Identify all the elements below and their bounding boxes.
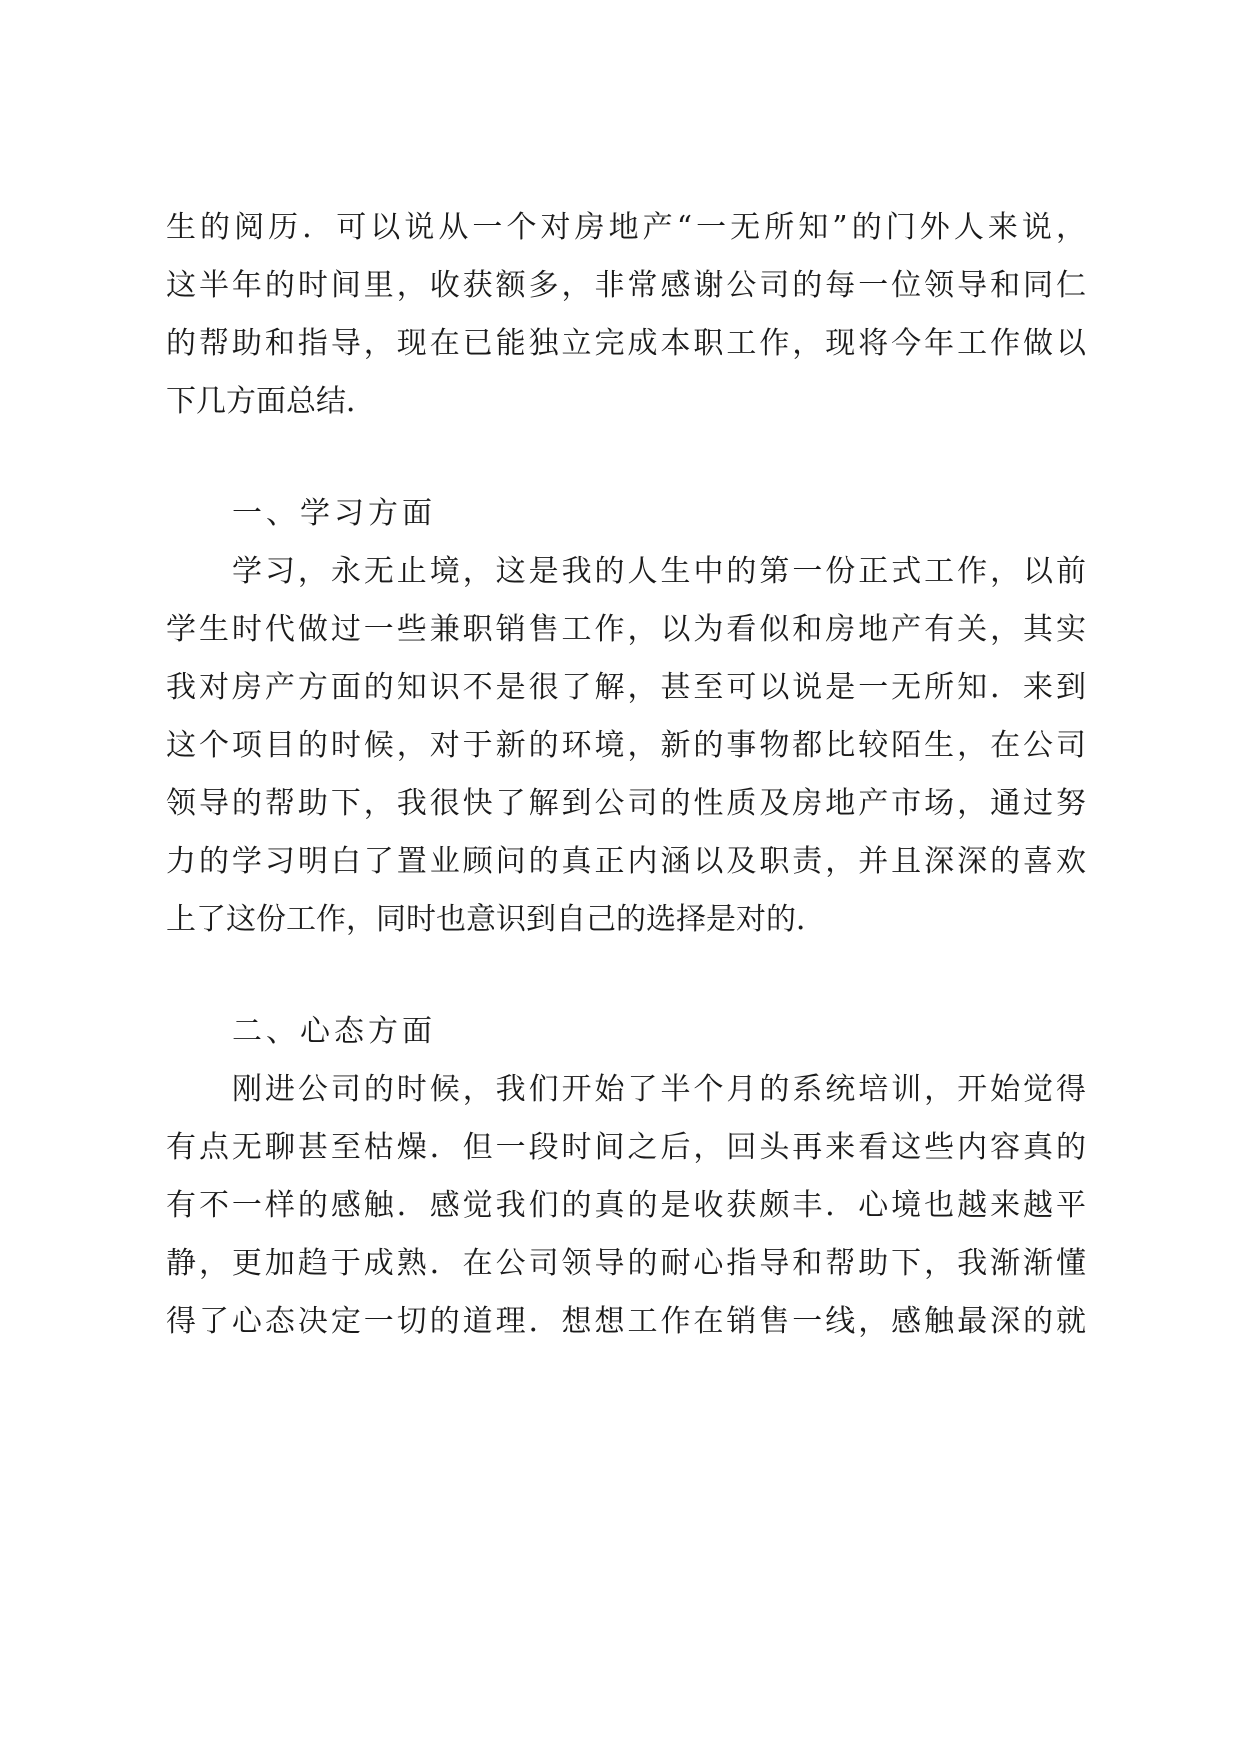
section1-line-6: 力的学习明白了置业顾问的真正内涵以及职责，并且深深的喜欢 (166, 844, 1086, 879)
section2-line-3: 有不一样的感触．感觉我们的真的是收获颇丰．心境也越来越平 (166, 1188, 1086, 1223)
section1-line-3: 我对房产方面的知识不是很了解，甚至可以说是一无所知．来到 (166, 670, 1086, 705)
intro-line-2: 这半年的时间里，收获额多，非常感谢公司的每一位领导和同仁 (166, 268, 1086, 303)
section1-line-5: 领导的帮助下，我很快了解到公司的性质及房地产市场，通过努 (166, 786, 1086, 821)
section1-line-7: 上了这份工作，同时也意识到自己的选择是对的． (166, 902, 826, 937)
section2-line-4: 静，更加趋于成熟．在公司领导的耐心指导和帮助下，我渐渐懂 (166, 1246, 1086, 1281)
intro-line-3: 的帮助和指导，现在已能独立完成本职工作，现将今年工作做以 (166, 326, 1086, 361)
intro-line-1: 生的阅历．可以说从一个对房地产“一无所知”的门外人来说， (166, 210, 1086, 245)
section2-line-1: 刚进公司的时候，我们开始了半个月的系统培训，开始觉得 (232, 1072, 1086, 1107)
section-heading-mindset: 二、心态方面 (232, 1014, 436, 1049)
section1-line-1: 学习，永无止境，这是我的人生中的第一份正式工作，以前 (232, 554, 1086, 589)
intro-line-4: 下几方面总结． (166, 384, 376, 419)
section-heading-study: 一、学习方面 (232, 496, 436, 531)
section2-line-2: 有点无聊甚至枯燥．但一段时间之后，回头再来看这些内容真的 (166, 1130, 1086, 1165)
section1-line-4: 这个项目的时候，对于新的环境，新的事物都比较陌生，在公司 (166, 728, 1086, 763)
section1-line-2: 学生时代做过一些兼职销售工作，以为看似和房地产有关，其实 (166, 612, 1086, 647)
section2-line-5: 得了心态决定一切的道理．想想工作在销售一线，感触最深的就 (166, 1304, 1086, 1339)
